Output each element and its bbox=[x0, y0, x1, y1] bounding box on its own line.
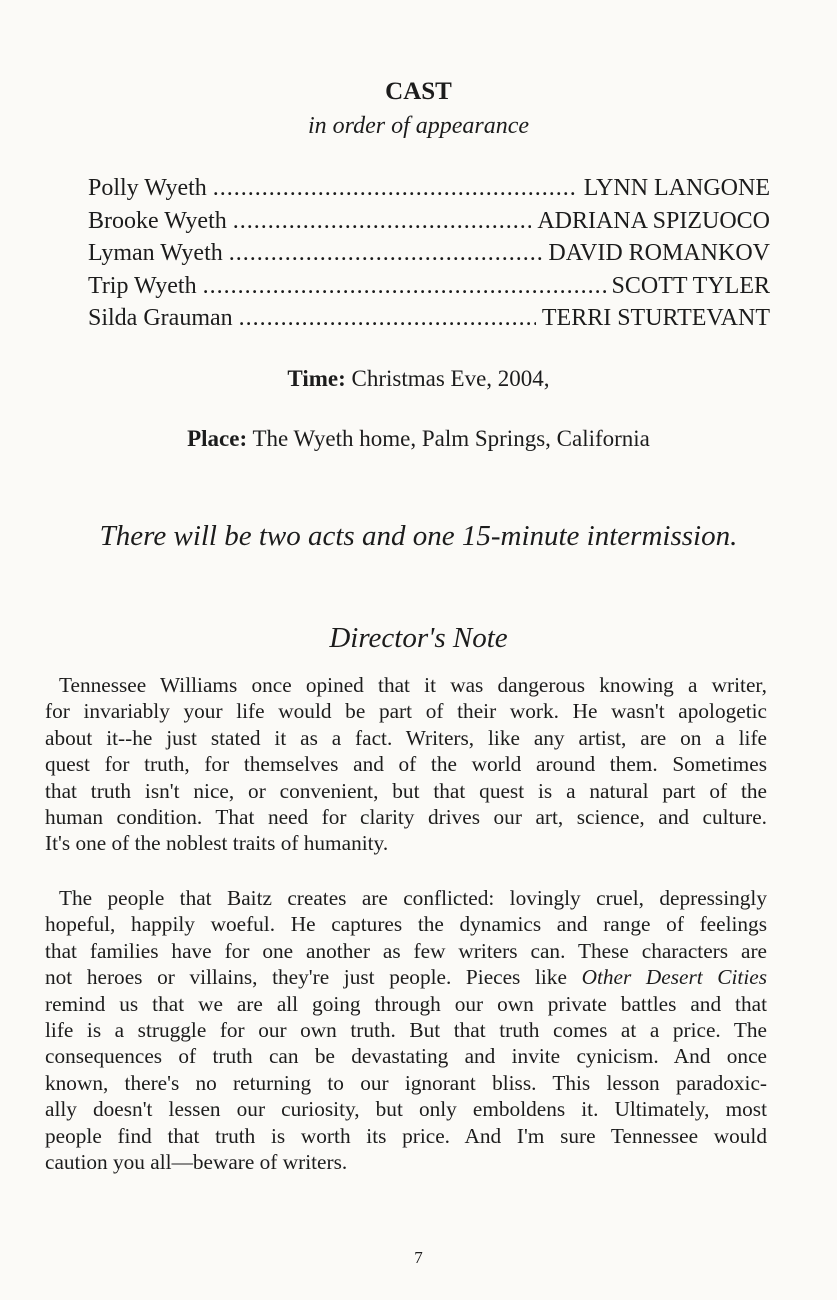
cast-actor: ADRIANA SPIZUOCO bbox=[537, 207, 770, 234]
cast-row bbox=[88, 270, 770, 303]
cast-actor: DAVID ROMANKOV bbox=[548, 240, 770, 266]
text-line bbox=[45, 964, 767, 990]
cast-actor: LYNN LANGONE bbox=[583, 175, 770, 201]
text-line: ally doesn't lessen our curiosity, but only emboldens it. Ultimately, most bbox=[45, 1097, 767, 1122]
place-label: Place: bbox=[187, 426, 248, 451]
cast-heading: CAST bbox=[385, 78, 452, 105]
dot-leader bbox=[239, 302, 536, 335]
text-line: The people that Baitz creates are conflicted: lovingly cruel, depressingly bbox=[59, 886, 767, 910]
text-line: for invariably your life would be part of their work. He wasn't apologetic bbox=[45, 699, 767, 724]
text-line: known, there's no returning to our ignorant bliss. This lesson paradoxic- bbox=[45, 1070, 767, 1095]
text-line: caution you all—beware of writers. bbox=[45, 1150, 348, 1175]
time-label: Time: bbox=[287, 366, 346, 391]
time-value: Christmas Eve, 2004, bbox=[351, 366, 550, 391]
cast-role: Trip Wyeth bbox=[88, 272, 197, 299]
cast-actor: SCOTT TYLER bbox=[611, 272, 770, 299]
cast-role: Lyman Wyeth bbox=[88, 240, 223, 266]
time-line bbox=[0, 366, 837, 392]
text-run: not heroes or villains, they're just people. Pieces like bbox=[45, 965, 582, 990]
cast-row bbox=[88, 302, 770, 335]
dot-leader bbox=[229, 237, 543, 270]
cast-row bbox=[88, 172, 770, 205]
cast-actor: TERRI STURTEVANT bbox=[541, 305, 770, 331]
cast-role: Polly Wyeth bbox=[88, 175, 207, 201]
dot-leader bbox=[233, 205, 532, 238]
dot-leader bbox=[213, 172, 578, 205]
text-line: that truth isn't nice, or convenient, but that quest is a natural part of the bbox=[45, 778, 767, 803]
play-title: Other Desert Cities bbox=[581, 965, 767, 990]
intermission-notice: There will be two acts and one 15-minute intermission. bbox=[99, 520, 738, 552]
text-line: about it--he just stated it as a fact. Writers, like any artist, are on a life bbox=[45, 725, 767, 750]
directors-note-paragraph-2 bbox=[45, 885, 767, 1175]
text-line: It's one of the noblest traits of humanity. bbox=[45, 831, 389, 856]
place-line bbox=[0, 426, 837, 452]
text-line: hopeful, happily woeful. He captures the dynamics and range of feelings bbox=[45, 912, 767, 937]
cast-subheading: in order of appearance bbox=[307, 113, 530, 139]
cast-row bbox=[88, 205, 770, 238]
directors-note-title: Director's Note bbox=[329, 622, 508, 654]
text-line: Tennessee Williams once opined that it was dangerous knowing a writer, bbox=[59, 673, 767, 697]
place-value: The Wyeth home, Palm Springs, California bbox=[252, 426, 650, 451]
text-line: human condition. That need for clarity drives our art, science, and culture. bbox=[45, 805, 767, 830]
text-line: people find that truth is worth its price. And I'm sure Tennessee would bbox=[45, 1123, 767, 1148]
text-line: life is a struggle for our own truth. But that truth comes at a price. The bbox=[45, 1018, 767, 1043]
cast-role: Silda Grauman bbox=[88, 305, 233, 331]
directors-note-paragraph-1 bbox=[45, 672, 767, 857]
text-line: that families have for one another as few writers can. These characters are bbox=[45, 938, 767, 963]
cast-list bbox=[88, 172, 770, 335]
page-number: 7 bbox=[414, 1248, 423, 1267]
text-line: quest for truth, for themselves and of the world around them. Sometimes bbox=[45, 752, 767, 777]
cast-row bbox=[88, 237, 770, 270]
text-line: remind us that we are all going through our own private battles and that bbox=[45, 991, 767, 1016]
text-line: consequences of truth can be devastating and invite cynicism. And once bbox=[45, 1044, 767, 1069]
dot-leader bbox=[203, 270, 606, 303]
cast-role: Brooke Wyeth bbox=[88, 207, 227, 234]
